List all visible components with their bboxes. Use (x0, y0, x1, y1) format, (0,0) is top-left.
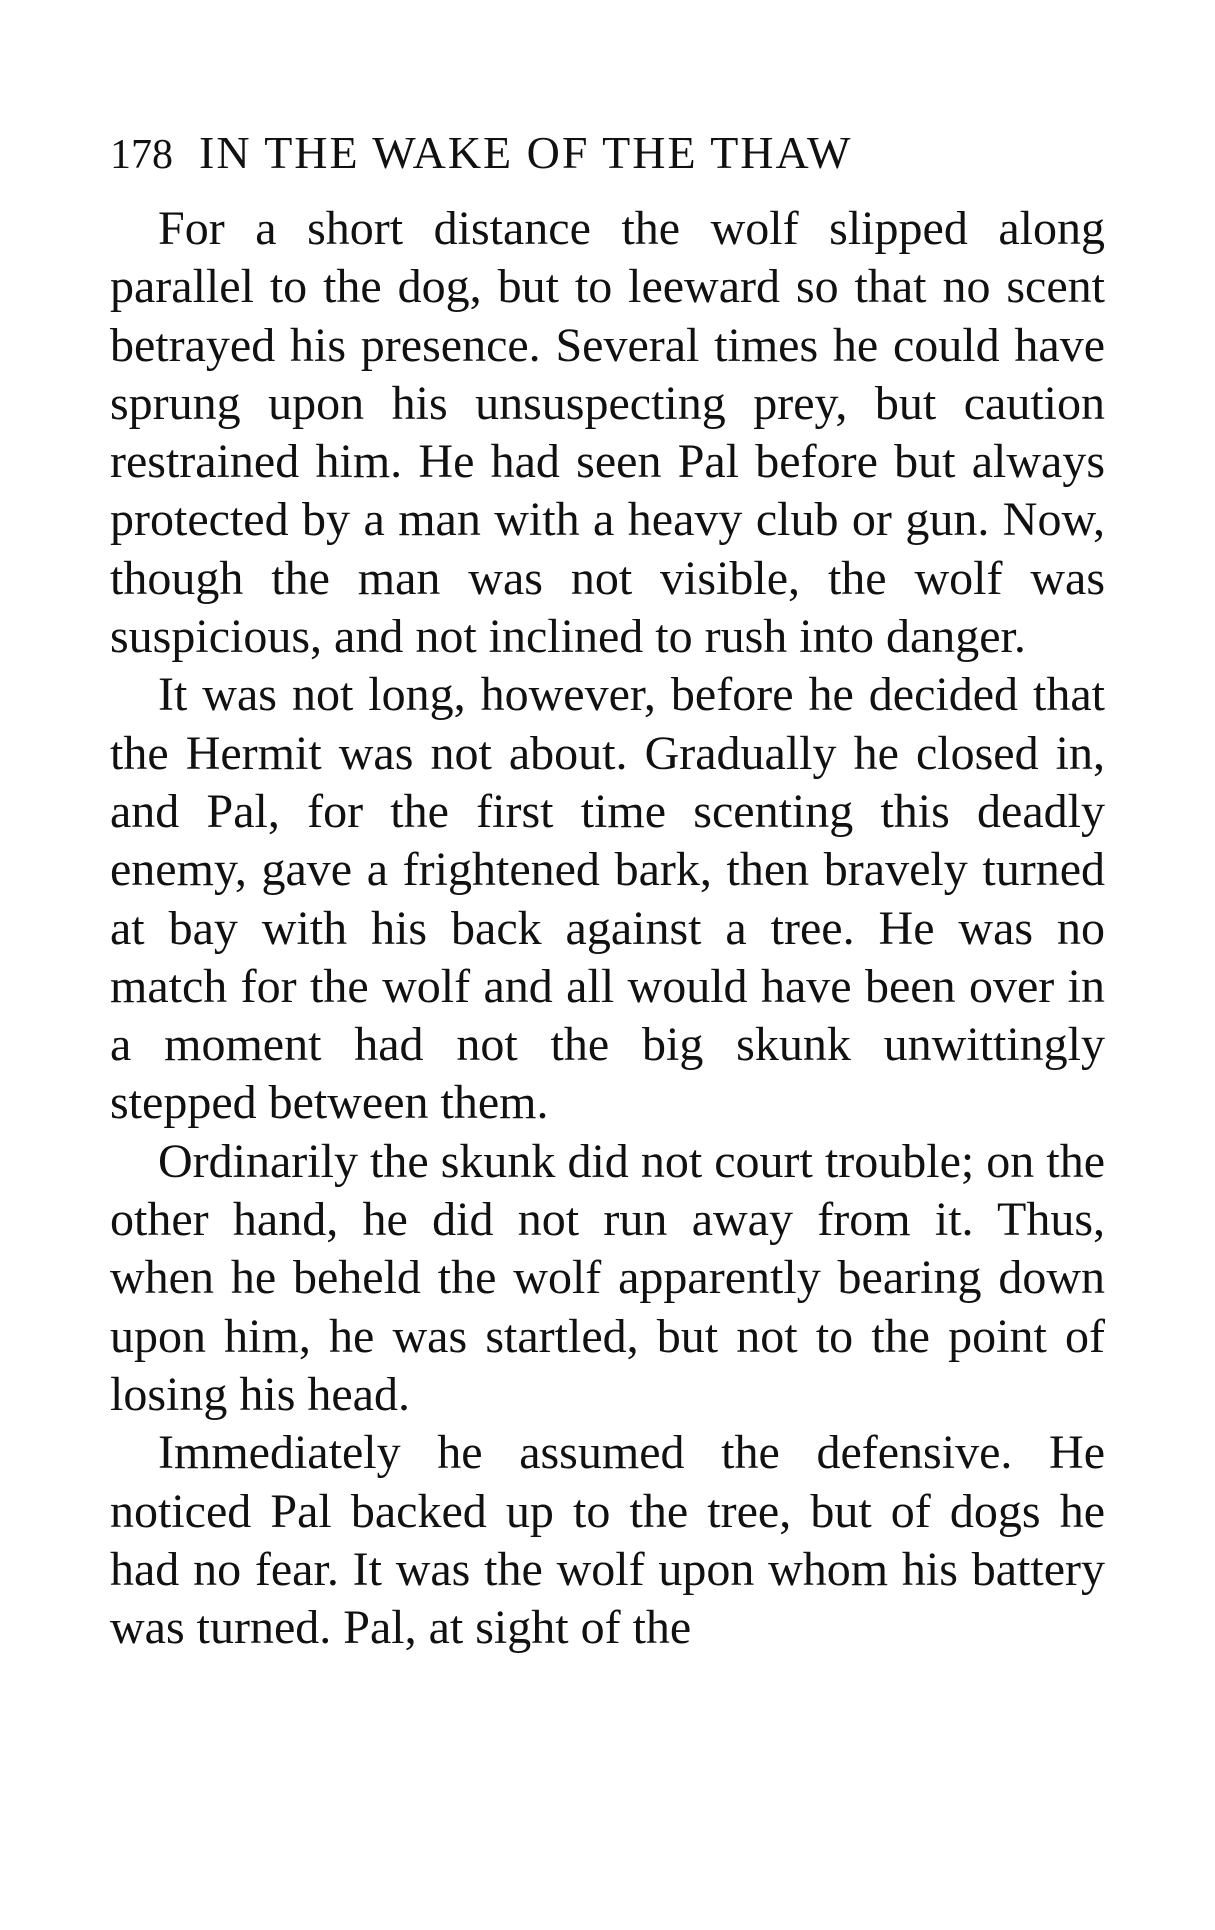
paragraph: For a short distance the wolf slipped along parallel to the dog, but to leeward so that no scent betrayed his presence. Several times he could have sprung upon his unsuspecting prey, but caution restrained him. He had seen Pal before but always protected by a man with a heavy club or gun. Now, though the man was not visible, the wolf was suspicious, and not inclined to rush into danger. (110, 202, 1105, 664)
book-page (110, 118, 1105, 1657)
paragraph: It was not long, however, before he decided that the Hermit was not about. Gradually he closed in, and Pal, for the first time scenting this deadly enemy, gave a frightened bark, then bravely turned at bay with his back against a tree. He was no match for the wolf and all would have been over in a moment had not the big skunk unwittingly stepped between them. (110, 668, 1105, 1130)
paragraph: Ordinarily the skunk did not court trouble; on the other hand, he did not run away from it. Thus, when he beheld the wolf apparently bearing down upon him, he was startled, but not to the point of losing his head. (110, 1134, 1105, 1421)
body-text (110, 200, 1105, 1657)
page-number: 178 (110, 132, 173, 178)
running-title: IN THE WAKE OF THE THAW (199, 127, 853, 178)
paragraph: Immediately he assumed the defensive. He noticed Pal backed up to the tree, but of dogs he had no fear. It was the wolf upon whom his battery was turned. Pal, at sight of the (110, 1426, 1105, 1655)
page-header (110, 118, 1105, 188)
